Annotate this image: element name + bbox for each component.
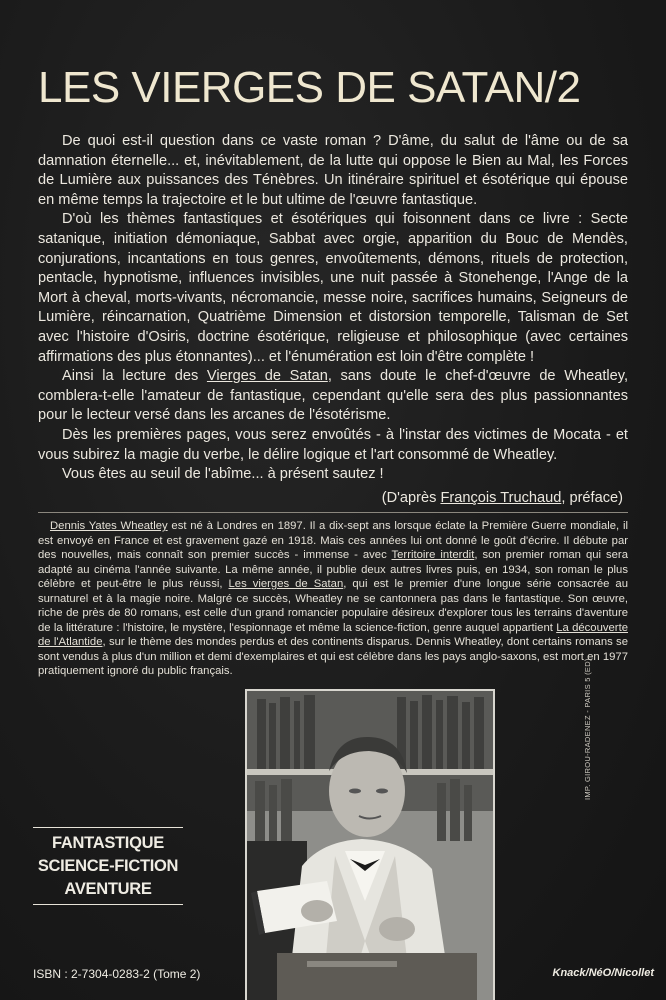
biography-text-run: est né à Londres en 1897. Il a dix-sept ans lorsque éclate la Première Guerre mondiale, il est envoyé en France et est gravement gazé en 1918. Mais ces années lui ont donné le goût d'écrire. Il débute par des nouvelles, mais connaît son premier succès - immense - avec	[38, 520, 628, 561]
author-biography	[38, 519, 628, 679]
isbn: ISBN : 2-7304-0283-2 (Tome 2)	[33, 967, 201, 981]
summary-paragraph: De quoi est-il question dans ce vaste roman ? D'âme, du salut de l'âme ou de sa damnation éternelle... et, inévitablement, de la lutte qui oppose le Bien au Mal, les Forces de Lumière aux puissances des Ténèbres. Un itinéraire spirituel et ésotérique qui épouse en même temps la trajectoire et le but ultime de l'œuvre fantastique.	[38, 133, 628, 208]
genre-label: AVENTURE	[64, 880, 152, 898]
summary-paragraph: D'où les thèmes fantastiques et ésotériques qui foisonnent dans ce livre : Secte satanique, initiation démoniaque, Sabbat avec orgie, apparition du Bouc de Mendès, conjurations, incantations en tous genres, envoûtements, démons, rituels de protection, pentacle, hypnotisme, influences invisibles, une nuit passée à Stonehenge, l'Ange de la Mort à cheval, morts-vivants, nécromancie, messe noire, sacrifices humains, Seigneurs de Lumière, réincarnation, Quatrième Dimension et distorsion temporelle, Talisman de Set avec l'histoire d'Osiris, doctrine ésotérique, religieuse et philosophique (avec certaines affirmations des plus étonnantes)... et l'énumération est loin d'être complète !	[38, 211, 628, 365]
summary-paragraph: Dès les premières pages, vous serez envoûtés - à l'instar des victimes de Mocata - et vous subirez la magie du verbe, le délire logique et l'art consommé de Wheatley.	[38, 426, 628, 463]
book-title: LES VIERGES DE SATAN/2	[38, 63, 581, 112]
attribution-suffix: , préface)	[561, 490, 623, 506]
summary-text-run: , sans doute le chef-d'œuvre de Wheatley, comblera-t-elle l'amateur de fantastique, cependant qu'elle sera des plus passionnantes pour le lecteur versé dans les arcanes de l'ésotérisme.	[38, 368, 629, 424]
biography-text-run: , son premier roman qui sera adapté au cinéma l'année suivante. La même année, il publie deux autres livres puis, en 1934, son roman le plus célèbre et peut-être le plus réussi,	[38, 549, 628, 590]
book-title-reference: Les vierges de Satan	[228, 578, 344, 590]
book-title-reference: Territoire interdit	[391, 549, 475, 561]
preface-attribution	[382, 489, 623, 508]
publisher-label: Knack/NéO/Nicollet	[552, 967, 654, 979]
preface-author: François Truchaud	[440, 490, 562, 506]
printer-imprint: IMP. GIROU-RADENEZ - PARIS 5 (ED)	[583, 658, 592, 800]
book-title-reference: Vierges de Satan	[206, 368, 328, 385]
summary-text-run: Ainsi la lecture des	[62, 368, 207, 385]
biography-paragraph	[38, 519, 628, 679]
genre-label: SCIENCE-FICTION	[37, 857, 179, 875]
genre-label: FANTASTIQUE	[52, 834, 164, 852]
author-name: Dennis Yates Wheatley	[50, 520, 168, 532]
biography-text-run: , sur le thème des mondes perdus et des continents disparus. Dennis Wheatley, dont certains romans se sont vendus à plus d'un million et demi d'exemplaires et qui est célèbre dans les pays anglo-saxons, est mort en 1977 pratiquement ignoré du public français.	[38, 636, 628, 677]
book-title-reference: La découverte de l'Atlantide	[38, 621, 628, 648]
summary-paragraph: Vous êtes au seuil de l'abîme... à présent sautez !	[62, 466, 384, 483]
biography-text-run: , qui est le premier d'une longue série consacrée au surnaturel et à la magie noire. Malgré ce succès, Wheatley ne se cantonnera pas dans le fantastique. Son œuvre, riche de près de 80 romans, est celle d'un grand romancier populaire désireux d'explorer tous les terrains d'aventure de la littérature : l'histoire, le mystère, l'espionnage et même la science-fiction, genre auquel appartient	[38, 578, 629, 634]
attribution-prefix: (D'après	[381, 490, 441, 506]
summary-text	[38, 132, 628, 485]
author-photo	[245, 689, 495, 1000]
genre-box	[33, 827, 183, 905]
divider	[38, 512, 628, 513]
author-portrait-image	[247, 691, 493, 1000]
summary-paragraph	[38, 367, 628, 426]
